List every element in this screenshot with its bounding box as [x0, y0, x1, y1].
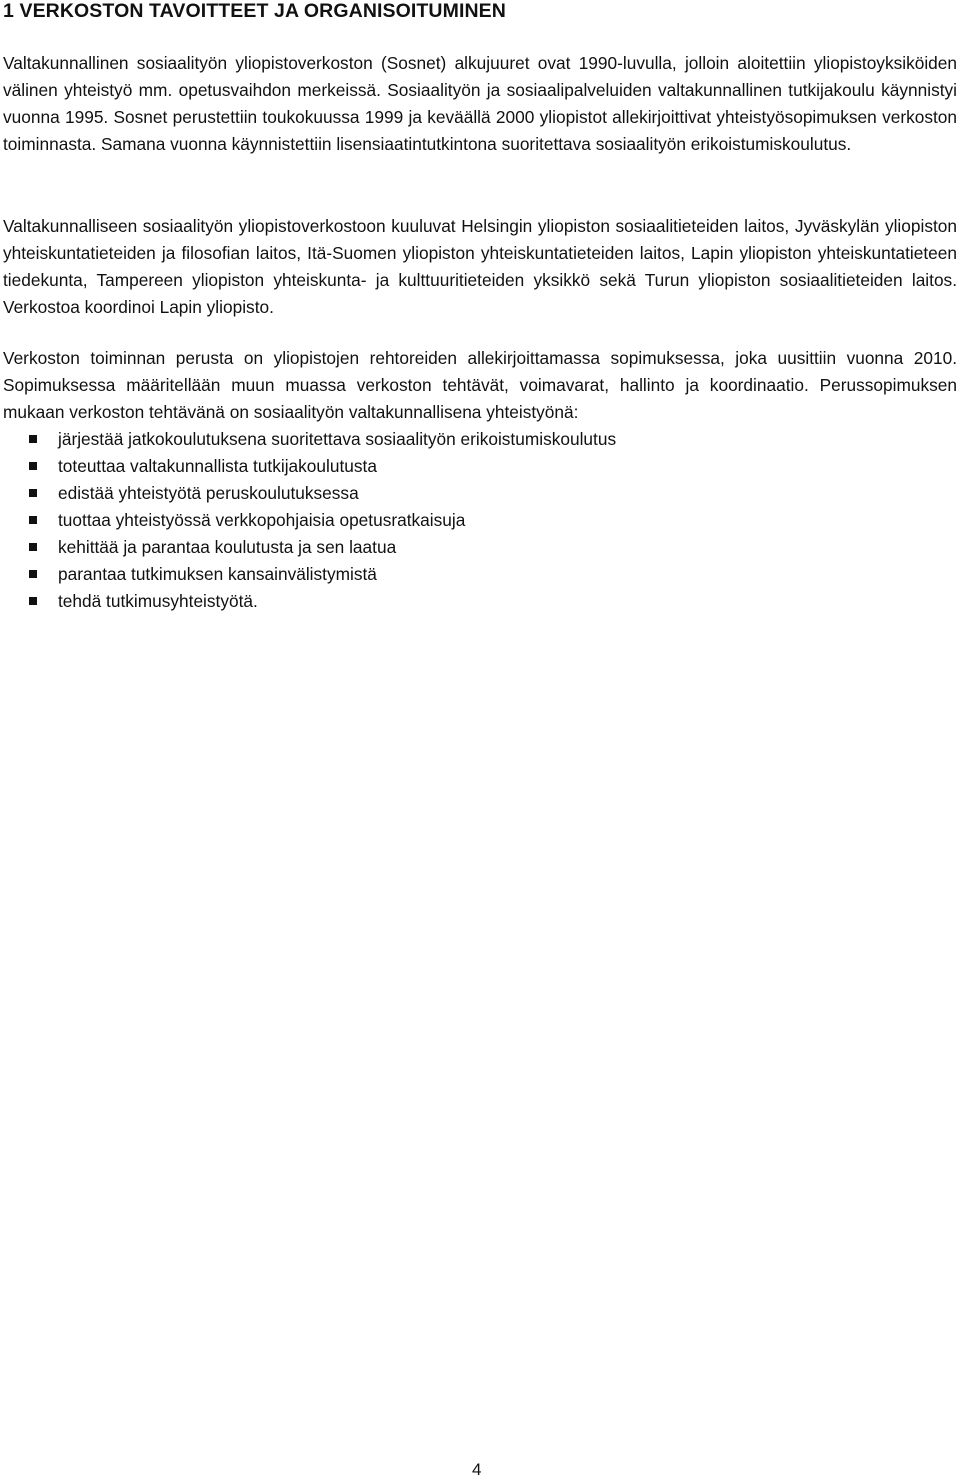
list-item: [0, 507, 616, 534]
square-bullet-icon: [29, 516, 37, 524]
page-number: 4: [472, 1460, 482, 1479]
section-heading: 1 VERKOSTON TAVOITTEET JA ORGANISOITUMINEN: [3, 0, 506, 22]
list-item-text: tehdä tutkimusyhteistyötä.: [58, 591, 258, 611]
task-list: [0, 426, 616, 615]
list-item: [0, 426, 616, 453]
list-item-text: kehittää ja parantaa koulutusta ja sen laatua: [58, 537, 397, 557]
list-item-text: edistää yhteistyötä peruskoulutuksessa: [58, 483, 359, 503]
list-item: [0, 480, 616, 507]
list-item: [0, 453, 616, 480]
list-item-text: parantaa tutkimuksen kansainvälistymistä: [58, 564, 377, 584]
square-bullet-icon: [29, 435, 37, 443]
list-item-text: toteuttaa valtakunnallista tutkijakoulutusta: [58, 456, 377, 476]
square-bullet-icon: [29, 489, 37, 497]
square-bullet-icon: [29, 597, 37, 605]
paragraph-members: Valtakunnalliseen sosiaalityön yliopistoverkostoon kuuluvat Helsingin yliopiston sosiaalitieteiden laitos, Jyväskylän yliopiston yhteiskuntatieteiden ja filosofian laitos, Itä-Suomen yliopiston yhteiskuntatieteiden laitos, Lapin yliopiston yhteiskuntatieteen tiedekunta, Tampereen yliopiston yhteiskunta- ja kulttuuritieteiden yksikkö sekä Turun yliopiston sosiaalitieteiden laitos. Verkostoa koordinoi Lapin yliopisto.: [3, 216, 957, 317]
paragraph-history: Valtakunnallinen sosiaalityön yliopistoverkoston (Sosnet) alkujuuret ovat 1990-luvulla, jolloin aloitettiin yliopistoyksiköiden välinen yhteistyö mm. opetusvaihdon merkeissä. Sosiaalityön ja sosiaalipalveluiden valtakunnallinen tutkijakoulu käynnistyi vuonna 1995. Sosnet perustettiin toukokuussa 1999 ja keväällä 2000 yliopistot allekirjoittivat yhteistyösopimuksen verkoston toiminnasta. Samana vuonna käynnistettiin lisensiaatintutkintona suoritettava sosiaalityön erikoistumiskoulutus.: [3, 53, 957, 154]
list-item-text: järjestää jatkokoulutuksena suoritettava sosiaalityön erikoistumiskoulutus: [58, 429, 617, 449]
square-bullet-icon: [29, 543, 37, 551]
square-bullet-icon: [29, 570, 37, 578]
list-item-text: tuottaa yhteistyössä verkkopohjaisia opetusratkaisuja: [58, 510, 466, 530]
list-item: [0, 534, 616, 561]
square-bullet-icon: [29, 462, 37, 470]
paragraph-agreement: Verkoston toiminnan perusta on yliopistojen rehtoreiden allekirjoittamassa sopimuksessa, joka uusittiin vuonna 2010. Sopimuksessa määritellään muun muassa verkoston tehtävät, voimavarat, hallinto ja koordinaatio. Perussopimuksen mukaan verkoston tehtävänä on sosiaalityön valtakunnallisena yhteistyönä:: [3, 348, 957, 422]
list-item: [0, 561, 616, 588]
list-item: [0, 588, 616, 615]
